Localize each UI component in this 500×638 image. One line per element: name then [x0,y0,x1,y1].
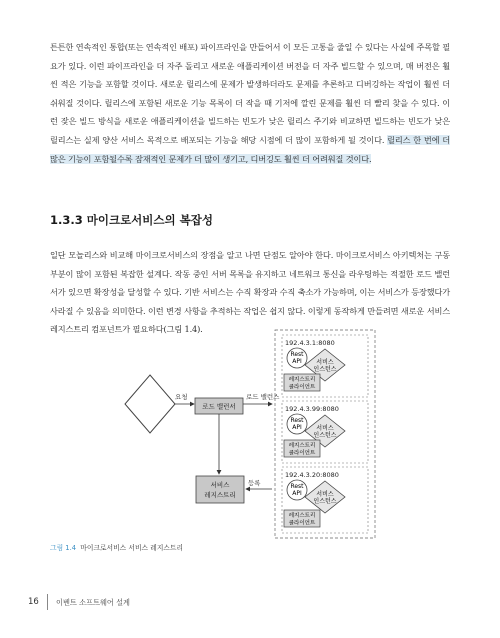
figure-number: 그림 1.4 [50,544,77,552]
instance-3-svc1: 서비스 [316,491,334,498]
section-title: 마이크로서비스의 복잡성 [86,213,213,227]
footer-divider [47,594,48,610]
service-instance-3 [282,467,368,533]
instance-2-client2: 클라이언트 [288,450,316,457]
instance-3-rest: Rest [290,483,304,490]
book-title: 이벤트 소프트웨어 설계 [56,598,131,607]
service-registry-line2: 레지스트리 [204,491,236,499]
instance-2-svc2: 인스턴스 [313,432,337,439]
instance-3-api: API [292,490,302,497]
instance-3-client2: 클라이언트 [288,520,316,527]
instance-3-client1: 레지스트리 [288,513,316,519]
instance-3-svc2: 인스턴스 [313,498,337,505]
register-label: 등록 [248,479,261,487]
request-label: 요청 [175,393,188,401]
service-registry-line1: 서비스 [210,481,230,489]
service-instance-2 [282,401,368,463]
instance-1-client1: 레지스트리 [288,377,316,383]
paragraph-1-text: 튼튼한 연속적인 통합(또는 연속적인 배포) 파이프라인을 만들어서 이 모든 고통을 줄일 수 있다는 사실에 주목할 필요가 있다. 이런 파이프라인을 더 자주 돌리고 새로운 애플리케이션 버전을 더 자주 빌드할 수 있으며, 매 버전은 훨씬 적은 기능을 포함할 것이다. 새로운 릴리스에 문제가 발생하더라도 문제를 추론하고 디버깅하는 작업이 훨씬 더 쉬워질 것이다. 릴리스에 포함된 새로운 기능 목록이 더 작을 때 기저에 깔린 문제를 훨씬 더 빨리 찾을 수 있다. 이런 잦은 빌드 방식을 새로운 애플리케이션을 빌드하는 빈도가 낮은 릴리스 주기와 비교하면 빌드하는 빈도가 낮은 릴리스는 실제 양산 서비스 목적으로 배포되는 기능을 해당 시점에 더 많이 포함하게 될 것이다. [50,42,450,145]
instance-1-api: API [292,358,302,365]
instance-1-address: 192.4.3.1:8080 [285,339,335,347]
instance-2-client1: 레지스트리 [288,443,316,449]
instance-2-rest: Rest [290,417,304,424]
instance-2-svc1: 서비스 [316,425,334,432]
load-balance-label: 로드 밸런스 [246,393,280,401]
figure-caption-text: 마이크로서비스 서비스 레지스트리 [80,544,184,552]
client-diamond [125,375,175,433]
load-balancer-label: 로드 밸런서 [202,402,236,411]
instance-2-address: 192.4.3.99:8080 [285,405,339,413]
section-number: 1.3.3 [50,213,83,227]
figure-caption [50,542,183,552]
service-instance-1 [282,335,368,397]
instance-2-api: API [292,424,302,431]
instance-1-svc2: 인스턴스 [313,366,337,373]
instance-1-svc1: 서비스 [316,359,334,366]
instance-3-address: 192.4.3.20:8080 [285,471,339,479]
body-paragraph-2: 일단 모놀리스와 비교해 마이크로서비스의 장점을 알고 나면 단점도 알아야 한다. 마이크로서비스 아키텍처는 구동 부분이 많이 포함된 복잡한 설계다. 작동 중인 서버 목록을 유지하고 네트워크 통신을 라우팅하는 적절한 로드 밸런서가 있으면 확장성을 달성할 수 있다. 기반 서비스는 수직 확장과 수직 축소가 가능하며, 이는 서비스가 등장했다가 사라질 수 있음을 의미한다. 이런 변경 사항을 추적하는 작업은 쉽지 않다. 이렇게 동작하게 만들려면 새로운 서비스 레지스트리 컴포넌트가 필요하다(그림 1.4). [50,250,450,335]
instance-1-client2: 클라이언트 [288,384,316,391]
instance-1-rest: Rest [290,351,304,358]
page-number: 16 [28,597,39,607]
paragraph-1-highlight: 릴리스 한 번에 더 많은 기능이 포함될수록 잠재적인 문제가 더 많이 생기고, 디버깅도 훨씬 더 어려워질 것이다. [50,134,451,164]
